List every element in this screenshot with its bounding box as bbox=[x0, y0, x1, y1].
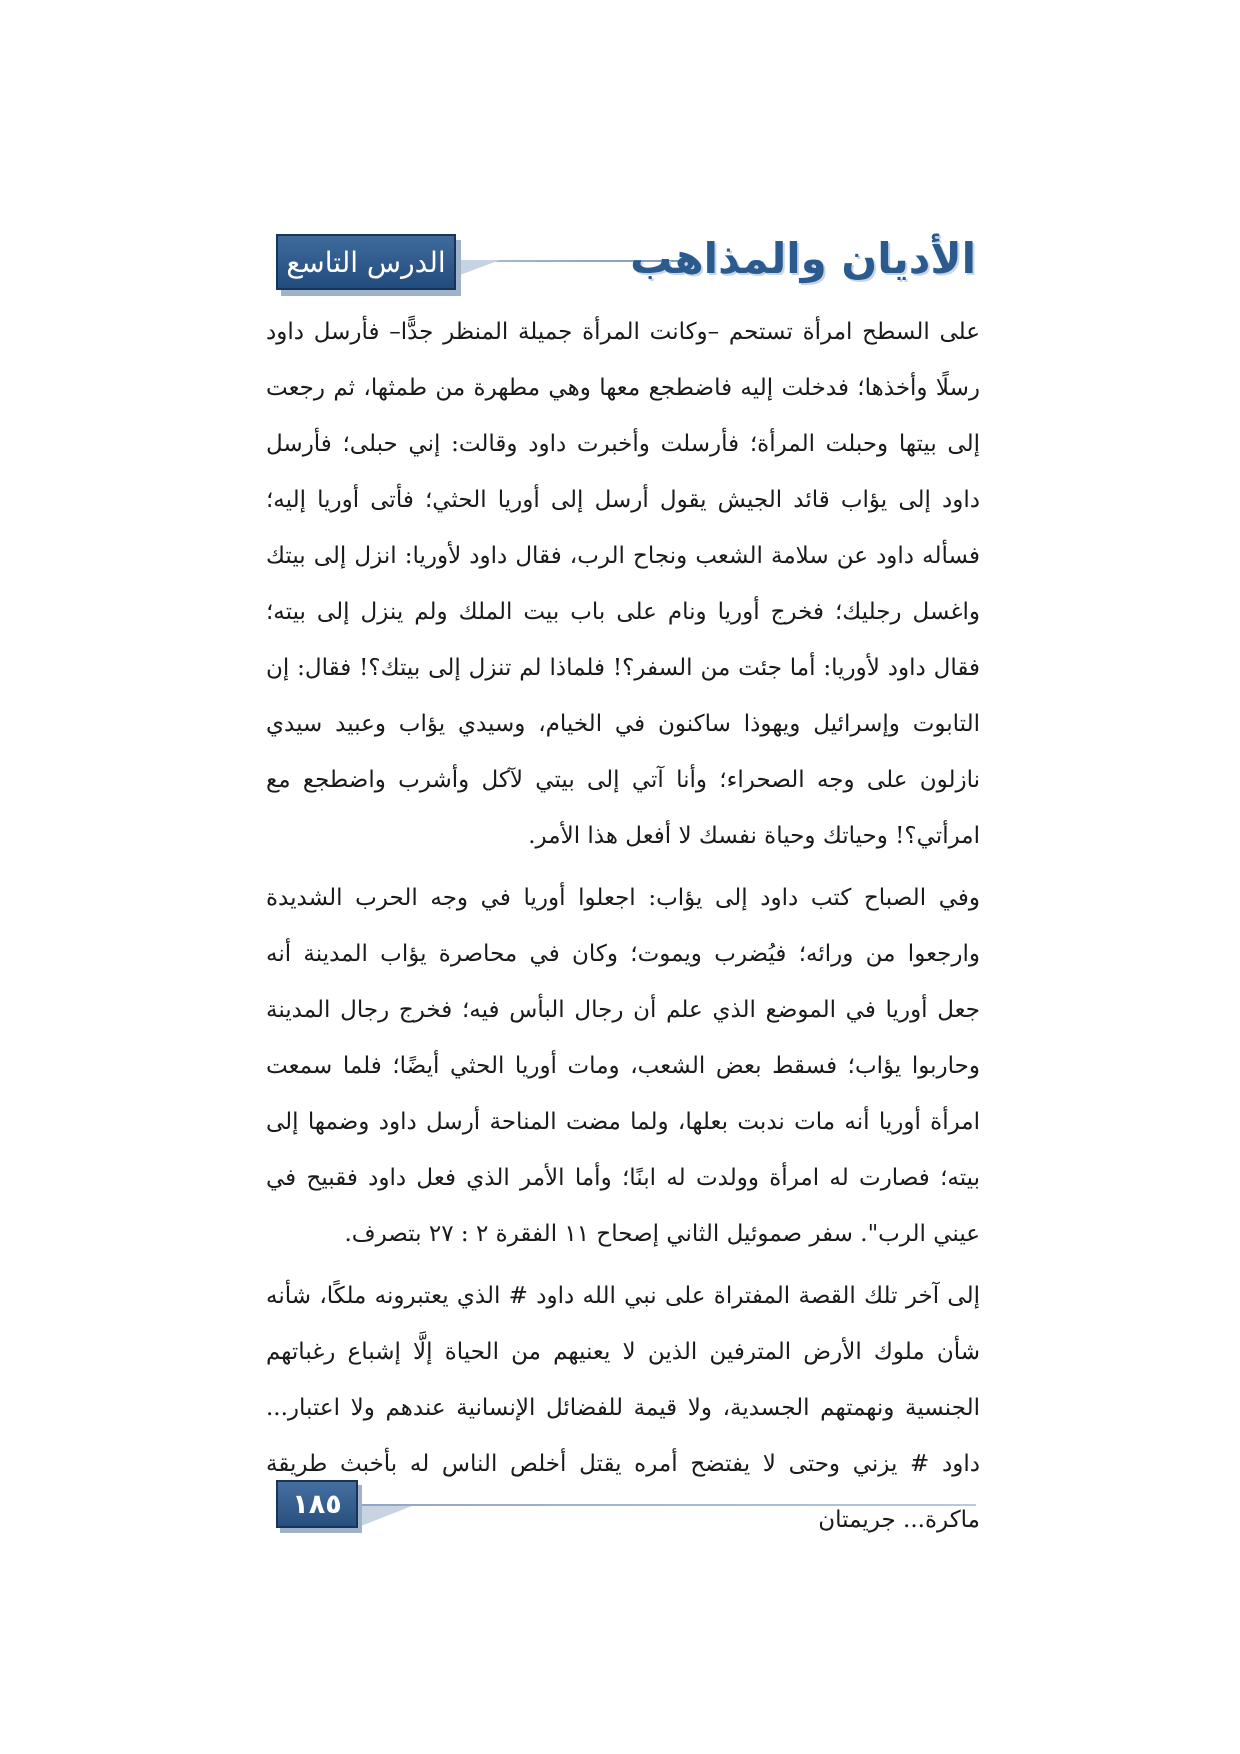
paragraph-3: إلى آخر تلك القصة المفتراة على نبي الله داود # الذي يعتبرونه ملكًا، شأنه شأن ملوك الأرض المترفين الذين لا يعنيهم من الحياة إلَّا إشباع رغباتهم الجنسية ونهمتهم الجسدية، ولا قيمة للفضائل الإنسانية عندهم ولا اعتبار... داود # يزني وحتى لا يفتضح أمره يقتل أخلص الناس له بأخبث طريقة ماكرة... جريمتان bbox=[266, 1283, 980, 1533]
lesson-badge bbox=[276, 234, 456, 290]
page-number-badge bbox=[276, 1480, 358, 1528]
footer-rule bbox=[350, 1504, 976, 1506]
lesson-label: الدرس التاسع bbox=[286, 245, 446, 279]
body-text bbox=[266, 304, 980, 1548]
page-footer bbox=[276, 1480, 976, 1540]
paragraph-2: وفي الصباح كتب داود إلى يؤاب: اجعلوا أوريا في وجه الحرب الشديدة وارجعوا من ورائه؛ فيُضرب ويموت؛ وكان في محاصرة يؤاب المدينة أنه جعل أوريا في الموضع الذي علم أن رجال البأس فيه؛ فخرج رجال المدينة وحاربوا يؤاب؛ فسقط بعض الشعب، ومات أوريا الحثي أيضًا؛ فلما سمعت امرأة أوريا أنه مات ندبت بعلها، ولما مضت المناحة أرسل داود وضمها إلى بيته؛ فصارت له امرأة وولدت له ابنًا؛ وأما الأمر الذي فعل داود فقبيح في عيني الرب". سفر صموئيل الثاني إصحاح ١١ الفقرة ٢ : ٢٧ بتصرف. bbox=[266, 885, 980, 1247]
page-header bbox=[270, 230, 976, 290]
page-number: ١٨٥ bbox=[292, 1488, 342, 1520]
paragraph-1: على السطح امرأة تستحم –وكانت المرأة جميلة المنظر جدًّا– فأرسل داود رسلًا وأخذها؛ فدخلت إليه فاضطجع معها وهي مطهرة من طمثها، ثم رجعت إلى بيتها وحبلت المرأة؛ فأرسلت وأخبرت داود وقالت: إني حبلى؛ فأرسل داود إلى يؤاب قائد الجيش يقول أرسل إلى أوريا الحثي؛ فأتى أوريا إليه؛ فسأله داود عن سلامة الشعب ونجاح الرب، فقال داود لأوريا: انزل إلى بيتك واغسل رجليك؛ فخرج أوريا ونام على باب بيت الملك ولم ينزل إلى بيته؛ فقال داود لأوريا: أما جئت من السفر؟! فلماذا لم تنزل إلى بيتك؟! فقال: إن التابوت وإسرائيل ويهوذا ساكنون في الخيام، وسيدي يؤاب وعبيد سيدي نازلون على وجه الصحراء؛ وأنا آتي إلى بيتي لآكل وأشرب واضطجع مع امرأتي؟! وحياتك وحياة نفسك لا أفعل هذا الأمر. bbox=[266, 319, 980, 849]
footer-wedge-decoration bbox=[356, 1506, 412, 1528]
book-title: الأديان والمذاهب bbox=[630, 234, 976, 283]
header-wedge-decoration bbox=[452, 260, 500, 278]
